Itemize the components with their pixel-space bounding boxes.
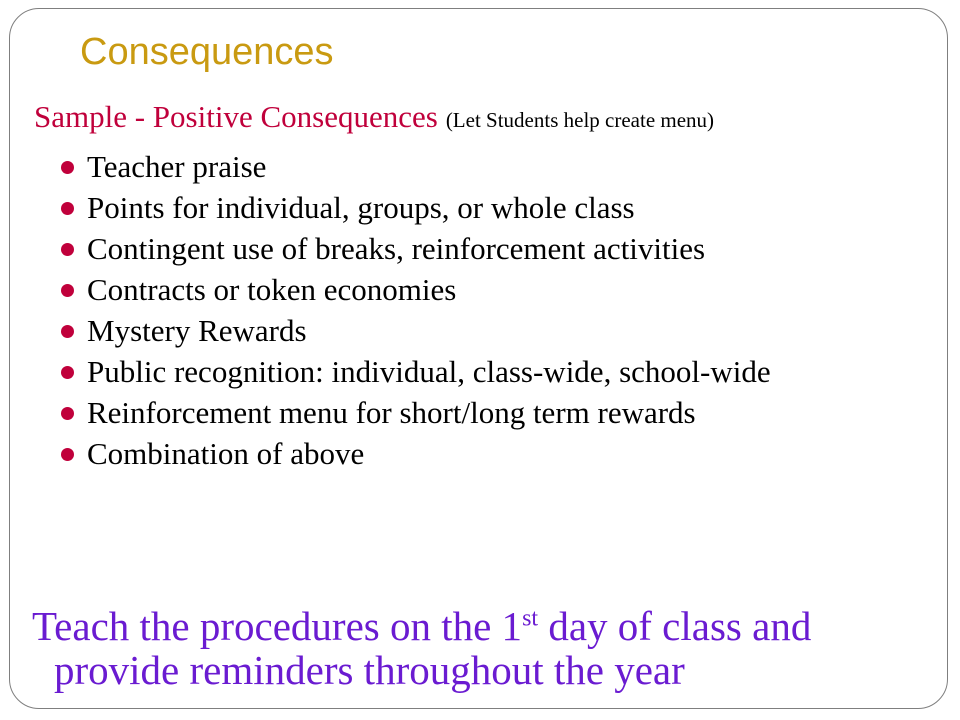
bullet-list bbox=[61, 150, 946, 478]
bullet-dot-icon bbox=[61, 407, 74, 420]
slide-title: Consequences bbox=[80, 31, 334, 73]
ordinal-superscript: st bbox=[522, 605, 539, 632]
bullet-item bbox=[61, 355, 946, 388]
bullet-dot-icon bbox=[61, 284, 74, 297]
bullet-dot-icon bbox=[61, 161, 74, 174]
bullet-text: Mystery Rewards bbox=[87, 313, 307, 348]
bullet-dot-icon bbox=[61, 243, 74, 256]
bullet-dot-icon bbox=[61, 202, 74, 215]
bullet-item bbox=[61, 396, 946, 429]
conclusion-text bbox=[32, 604, 942, 692]
bullet-item bbox=[61, 273, 946, 306]
conclusion-part1: Teach the procedures on the 1 bbox=[32, 603, 523, 649]
bullet-dot-icon bbox=[61, 448, 74, 461]
bullet-text: Contracts or token economies bbox=[87, 272, 457, 307]
bullet-text: Public recognition: individual, class-wide, school-wide bbox=[87, 354, 771, 389]
subtitle bbox=[34, 97, 714, 140]
bullet-dot-icon bbox=[61, 366, 74, 379]
bullet-item bbox=[61, 150, 946, 183]
bullet-text: Teacher praise bbox=[87, 149, 267, 184]
bullet-text: Contingent use of breaks, reinforcement activities bbox=[87, 231, 706, 266]
conclusion-line2: provide reminders throughout the year bbox=[54, 647, 685, 693]
bullet-item bbox=[61, 314, 946, 347]
subtitle-text: Sample - Positive Consequences bbox=[34, 99, 438, 134]
bullet-dot-icon bbox=[61, 325, 74, 338]
bullet-text: Reinforcement menu for short/long term rewards bbox=[87, 395, 696, 430]
bullet-text: Points for individual, groups, or whole class bbox=[87, 190, 635, 225]
conclusion-part2: day of class and bbox=[538, 603, 812, 649]
subtitle-note: (Let Students help create menu) bbox=[445, 108, 715, 132]
bullet-item bbox=[61, 437, 946, 470]
bullet-item bbox=[61, 191, 946, 224]
bullet-item bbox=[61, 232, 946, 265]
bullet-text: Combination of above bbox=[87, 436, 365, 471]
